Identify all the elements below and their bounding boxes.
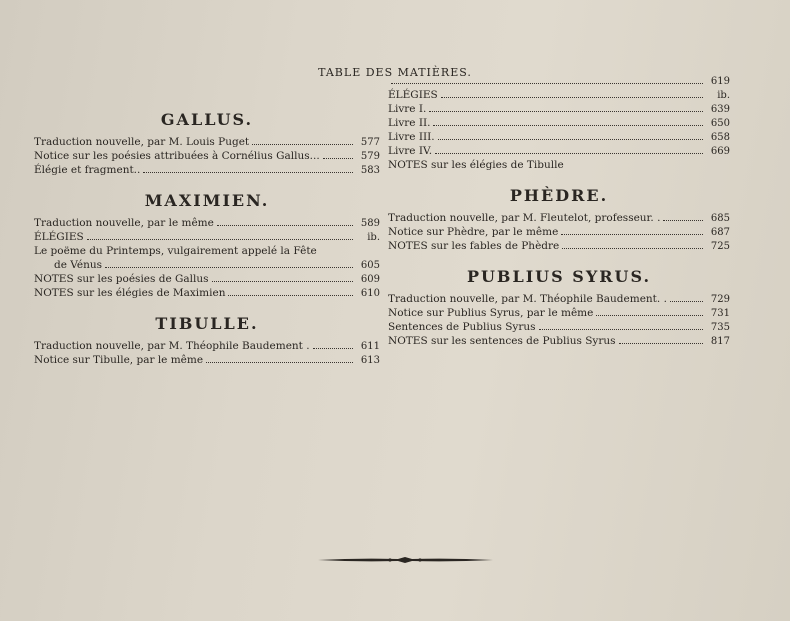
toc-entry-page: 609 (360, 274, 380, 285)
toc-entry (34, 230, 380, 244)
toc-entry-page: ib. (717, 90, 730, 101)
toc-entry (388, 158, 730, 172)
toc-leader-dots (429, 102, 703, 112)
toc-entry (34, 339, 380, 353)
toc-entry (388, 74, 730, 88)
toc-entry (34, 244, 380, 258)
toc-leader-dots (217, 216, 353, 226)
toc-leader-dots (539, 320, 703, 330)
toc-leader-dots (391, 74, 703, 84)
left-column (34, 106, 380, 367)
toc-leader-dots (143, 163, 353, 173)
toc-entry (388, 334, 730, 348)
toc-entry (388, 102, 730, 116)
toc-entry-label: NOTES sur les fables de Phèdre (388, 240, 560, 252)
toc-entry (388, 292, 730, 306)
toc-leader-dots (567, 159, 703, 168)
toc-entry-label: Traduction nouvelle, par M. Fleutelot, professeur. . (388, 212, 661, 224)
toc-entry (388, 239, 730, 253)
toc-leader-dots (663, 211, 703, 221)
toc-entry-page: 639 (710, 104, 730, 115)
toc-entry (388, 306, 730, 320)
toc-entry-label: ÉLÉGIES (34, 231, 84, 243)
toc-leader-dots (562, 239, 703, 249)
toc-entry-label: Livre I. (388, 103, 427, 115)
section-title-gallus: GALLUS. (160, 110, 254, 129)
entries-tibulle (34, 339, 380, 367)
toc-leader-dots (252, 135, 353, 145)
page-header: TABLE DES MATIÈRES. (318, 66, 472, 79)
toc-entry-page: 685 (710, 213, 730, 224)
toc-leader-dots (228, 286, 353, 296)
toc-leader-dots (313, 339, 353, 349)
toc-entry-page: 611 (360, 341, 380, 352)
toc-entry-label: Traduction nouvelle, par M. Théophile Baudement. . (388, 293, 667, 305)
toc-entry-label: Sentences de Publius Syrus (388, 321, 536, 333)
toc-entry-page: 650 (710, 118, 730, 129)
toc-entry (34, 272, 380, 286)
toc-leader-dots (105, 258, 353, 268)
toc-entry (388, 116, 730, 130)
toc-entry-page: 613 (360, 355, 380, 366)
toc-entry-page: 577 (360, 137, 380, 148)
toc-entry-label: Notice sur les poésies attribuées à Cornélius Gallus... (34, 150, 320, 162)
toc-entry (34, 353, 380, 367)
toc-entry-label: Élégie et fragment.. (34, 164, 141, 176)
toc-entry (34, 286, 380, 300)
toc-entry-page: 658 (710, 132, 730, 143)
toc-entry-page: ib. (367, 232, 380, 243)
toc-entry-page: 605 (360, 260, 380, 271)
entries-phedre (388, 211, 730, 253)
toc-leader-dots (438, 130, 703, 140)
toc-entry (34, 149, 380, 163)
toc-entry-label: Notice sur Phèdre, par le même (388, 226, 559, 238)
toc-entry (388, 144, 730, 158)
toc-entry-label: Notice sur Publius Syrus, par le même (388, 307, 594, 319)
toc-entry-page: 610 (360, 288, 380, 299)
toc-entry-page: 589 (360, 218, 380, 229)
section-title-maximien: MAXIMIEN. (144, 191, 270, 210)
toc-entry-label: NOTES sur les élégies de Tibulle (388, 159, 564, 171)
section-title-phedre: PHÈDRE. (509, 186, 609, 205)
toc-entry-page: 583 (360, 165, 380, 176)
toc-leader-dots (433, 116, 703, 126)
toc-entry-label: Livre III. (388, 131, 435, 143)
toc-entry (34, 216, 380, 230)
toc-entry-label: ÉLÉGIES (388, 89, 438, 101)
toc-leader-dots (561, 225, 703, 235)
toc-entry-label: Traduction nouvelle, par M. Louis Puget (34, 136, 250, 148)
toc-entry-label: NOTES sur les sentences de Publius Syrus (388, 335, 616, 347)
toc-entry (34, 135, 380, 149)
toc-leader-dots (596, 306, 703, 316)
toc-leader-dots (87, 230, 353, 240)
toc-entry-page: 817 (710, 336, 730, 347)
ornament-divider-icon (318, 556, 493, 564)
toc-entry-page: 669 (710, 146, 730, 157)
toc-entry-page: 687 (710, 227, 730, 238)
toc-entry-page: 729 (710, 294, 730, 305)
toc-entry-label: Traduction nouvelle, par le même (34, 217, 214, 229)
toc-entry (388, 211, 730, 225)
entries-maximien (34, 216, 380, 300)
entries-publius (388, 292, 730, 348)
toc-entry-label: Notice sur Tibulle, par le même (34, 354, 204, 366)
section-title-publius: PUBLIUS SYRUS. (466, 267, 652, 286)
toc-entry-page: 619 (710, 76, 730, 87)
toc-entry-page: 579 (360, 151, 380, 162)
toc-leader-dots (670, 292, 703, 302)
toc-entry (388, 225, 730, 239)
toc-entry-label: Livre IV. (388, 145, 433, 157)
toc-leader-dots (441, 88, 703, 98)
toc-entry-label: de Vénus (54, 259, 103, 271)
toc-entry-page: 731 (710, 308, 730, 319)
toc-leader-dots (206, 353, 353, 363)
toc-entry (34, 258, 380, 272)
toc-leader-dots (435, 144, 703, 154)
section-title-tibulle: TIBULLE. (155, 314, 259, 333)
toc-entry (388, 88, 730, 102)
toc-entry-label: Livre II. (388, 117, 431, 129)
toc-leader-dots (320, 245, 353, 254)
toc-entry-label: NOTES sur les élégies de Maximien (34, 287, 226, 299)
toc-leader-dots (323, 149, 353, 159)
entries-tibulle-cont (388, 74, 730, 172)
toc-entry (388, 320, 730, 334)
entries-gallus (34, 135, 380, 177)
toc-entry-label: NOTES sur les poésies de Gallus (34, 273, 209, 285)
toc-entry-label: Le poëme du Printemps, vulgairement appelé la Fête (34, 245, 317, 257)
toc-entry-label: Traduction nouvelle, par M. Théophile Baudement . (34, 340, 310, 352)
toc-leader-dots (619, 334, 703, 344)
toc-entry (388, 130, 730, 144)
toc-leader-dots (212, 272, 353, 282)
toc-entry-page: 725 (710, 241, 730, 252)
toc-entry (34, 163, 380, 177)
toc-entry-page: 735 (710, 322, 730, 333)
right-column (388, 74, 730, 348)
